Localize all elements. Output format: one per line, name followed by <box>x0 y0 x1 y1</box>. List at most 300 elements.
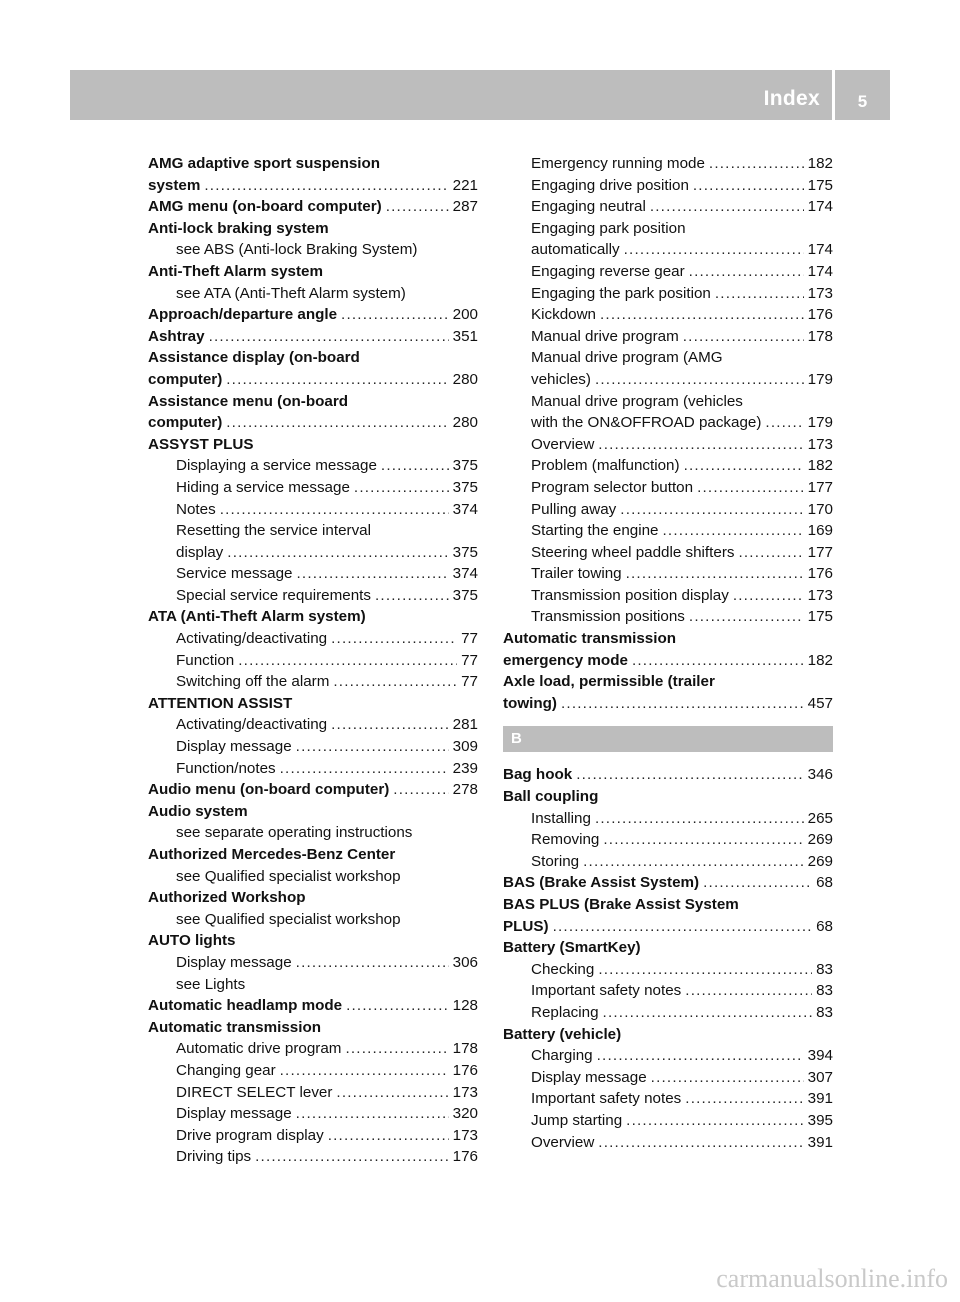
entry-text: Problem (malfunction) <box>531 457 680 475</box>
page-reference: 200 <box>452 306 478 324</box>
entry-text: Automatic transmission <box>503 630 677 648</box>
entry-text: BAS PLUS (Brake Assist System <box>503 896 739 913</box>
index-subentry <box>148 822 478 844</box>
index-entry <box>503 671 833 693</box>
entry-text: Emergency running mode <box>531 155 705 172</box>
dot-leader <box>597 1045 804 1067</box>
page-reference: 177 <box>807 543 833 561</box>
dot-leader <box>255 1146 449 1168</box>
entry-text: Audio menu (on-board computer) <box>148 781 390 799</box>
index-subentry <box>503 851 833 873</box>
dot-leader <box>603 829 803 851</box>
index-subentry <box>148 283 478 305</box>
index-entry <box>148 175 478 197</box>
page-reference: 174 <box>807 262 833 280</box>
page-reference: 173 <box>807 435 833 453</box>
entry-text: Authorized Mercedes-Benz Center <box>148 846 396 863</box>
page-reference: 77 <box>461 673 478 691</box>
entry-text: AMG adaptive sport suspension <box>148 155 381 172</box>
dot-leader <box>624 239 804 261</box>
index-entry <box>148 779 478 801</box>
index-subentry <box>503 326 833 348</box>
dot-leader <box>220 499 449 521</box>
page-reference: 174 <box>807 198 833 216</box>
entry-text: system <box>148 176 201 194</box>
page-reference: 280 <box>452 370 478 388</box>
dot-leader <box>626 1110 803 1132</box>
page-reference: 175 <box>807 608 833 626</box>
page-reference: 281 <box>452 716 478 734</box>
page-reference: 174 <box>807 241 833 259</box>
entry-text: Steering wheel paddle shifters <box>531 543 735 561</box>
dot-leader <box>226 412 448 434</box>
dot-leader <box>331 628 457 650</box>
page-reference: 320 <box>452 1105 478 1123</box>
index-entry <box>148 304 478 326</box>
dot-leader <box>715 283 804 305</box>
entry-text: Authorized Workshop <box>148 889 306 907</box>
index-entry <box>148 930 478 952</box>
index-subentry <box>503 1045 833 1067</box>
index-subentry <box>148 628 478 650</box>
index-subentry <box>148 542 478 564</box>
dot-leader <box>689 261 804 283</box>
entry-text: Engaging reverse gear <box>531 262 685 280</box>
entry-text: Automatic transmission <box>148 1018 322 1036</box>
entry-text: Anti-lock braking system <box>148 219 329 237</box>
dot-leader <box>598 959 812 981</box>
index-subentry <box>148 499 478 521</box>
entry-text: DIRECT SELECT lever <box>176 1083 333 1101</box>
dot-leader <box>600 304 804 326</box>
entry-text: Starting the engine <box>531 522 659 540</box>
entry-text: Important safety notes <box>531 982 682 1000</box>
page-reference: 182 <box>807 155 833 172</box>
dot-leader <box>765 412 803 434</box>
dot-leader <box>296 736 449 758</box>
index-entry <box>148 434 478 456</box>
index-subentry <box>503 1110 833 1132</box>
entry-text: Removing <box>531 831 600 849</box>
index-entry <box>503 628 833 650</box>
entry-text: Hiding a service message <box>176 478 350 496</box>
page-reference: 179 <box>807 370 833 388</box>
index-column-right <box>503 153 833 1153</box>
index-subentry <box>148 563 478 585</box>
index-subentry <box>503 412 833 434</box>
index-entry <box>503 1024 833 1046</box>
page-reference: 83 <box>816 1003 833 1021</box>
entry-text: Display message <box>176 1105 292 1123</box>
entry-text: emergency mode <box>503 651 628 669</box>
entry-text: Overview <box>531 435 595 453</box>
page-reference: 77 <box>461 630 478 648</box>
index-entry <box>148 326 478 348</box>
entry-text: Replacing <box>531 1003 599 1021</box>
page-reference: 173 <box>452 1083 478 1101</box>
entry-text: ATA (Anti-Theft Alarm system) <box>148 608 366 626</box>
dot-leader <box>328 1125 449 1147</box>
index-subentry <box>503 239 833 261</box>
dot-leader <box>296 1103 449 1125</box>
index-subentry <box>503 261 833 283</box>
dot-leader <box>280 758 449 780</box>
index-subentry <box>148 585 478 607</box>
index-entry <box>148 693 478 715</box>
index-subentry <box>503 434 833 456</box>
page-reference: 375 <box>452 457 478 475</box>
page-reference: 306 <box>452 953 478 971</box>
index-title: Index <box>763 87 820 110</box>
index-subentry <box>148 909 478 931</box>
dot-leader <box>693 175 804 197</box>
dot-leader <box>561 693 804 715</box>
entry-text: computer) <box>148 414 223 432</box>
index-subentry <box>148 758 478 780</box>
index-entry <box>503 650 833 672</box>
page-reference: 170 <box>807 500 833 518</box>
index-subentry <box>503 304 833 326</box>
page-reference: 83 <box>816 960 833 978</box>
entry-text: PLUS) <box>503 917 549 935</box>
entry-text: Function/notes <box>176 759 276 777</box>
index-entry <box>148 801 478 823</box>
index-entry <box>148 606 478 628</box>
entry-text: with the ON&OFFROAD package) <box>531 414 762 432</box>
entry-text: Audio system <box>148 802 248 820</box>
page-reference: 395 <box>807 1111 833 1129</box>
page-reference: 287 <box>452 198 478 216</box>
index-subentry <box>503 1002 833 1024</box>
page-reference: 280 <box>452 414 478 432</box>
page-reference: 176 <box>452 1061 478 1079</box>
dot-leader <box>685 1088 803 1110</box>
dot-leader <box>583 851 804 873</box>
entry-text: Displaying a service message <box>176 457 377 475</box>
dot-leader <box>576 764 803 786</box>
index-entry <box>148 196 478 218</box>
entry-text: see ATA (Anti-Theft Alarm system) <box>176 284 406 302</box>
entry-text: Ball coupling <box>503 788 599 806</box>
page-reference: 176 <box>807 306 833 324</box>
entry-text: Battery (SmartKey) <box>503 939 641 957</box>
dot-leader <box>336 1082 448 1104</box>
dot-leader <box>626 563 804 585</box>
entry-text: Engaging the park position <box>531 284 711 302</box>
page-reference: 169 <box>807 522 833 540</box>
page-reference: 346 <box>807 766 833 784</box>
entry-text: Resetting the service interval <box>176 522 371 540</box>
entry-text: Activating/deactivating <box>176 630 328 648</box>
entry-text: see separate operating instructions <box>176 824 413 842</box>
index-entry <box>503 764 833 786</box>
index-subentry <box>148 477 478 499</box>
entry-text: vehicles) <box>531 370 591 388</box>
entry-text: automatically <box>531 241 620 259</box>
page-reference: 177 <box>807 478 833 496</box>
index-entry <box>148 995 478 1017</box>
entry-text: Drive program display <box>176 1126 324 1144</box>
index-subentry <box>503 499 833 521</box>
page-reference: 182 <box>807 651 833 669</box>
index-entry <box>503 937 833 959</box>
page-reference: 351 <box>452 327 478 345</box>
page-reference: 309 <box>452 738 478 756</box>
page-reference: 374 <box>452 500 478 518</box>
index-subentry <box>148 1125 478 1147</box>
page-reference: 374 <box>452 565 478 583</box>
page-reference: 176 <box>452 1148 478 1166</box>
index-entry <box>148 844 478 866</box>
page-reference: 173 <box>807 284 833 302</box>
index-entry <box>503 916 833 938</box>
page-reference: 391 <box>807 1133 833 1151</box>
page-reference: 239 <box>452 759 478 777</box>
index-entry <box>148 391 478 413</box>
index-subentry <box>148 866 478 888</box>
index-entry <box>148 153 478 175</box>
entry-text: Activating/deactivating <box>176 716 328 734</box>
index-subentry <box>503 808 833 830</box>
dot-leader <box>684 455 804 477</box>
page-reference: 175 <box>807 176 833 194</box>
page-reference: 265 <box>807 809 833 827</box>
entry-text: computer) <box>148 370 223 388</box>
entry-text: Program selector button <box>531 478 694 496</box>
index-subentry <box>503 520 833 542</box>
entry-text: see Lights <box>176 975 246 993</box>
dot-leader <box>386 196 449 218</box>
page-reference: 278 <box>452 781 478 799</box>
entry-text: Manual drive program (AMG <box>531 349 723 367</box>
dot-leader <box>598 434 803 456</box>
dot-leader <box>683 326 804 348</box>
page-reference: 375 <box>452 586 478 604</box>
entry-text: Axle load, permissible (trailer <box>503 673 715 691</box>
index-subentry <box>503 1067 833 1089</box>
page-reference: 68 <box>816 874 833 892</box>
page-reference: 77 <box>461 651 478 669</box>
dot-leader <box>663 520 804 542</box>
entry-text: Charging <box>531 1047 593 1065</box>
page-reference: 221 <box>452 176 478 194</box>
dot-leader <box>346 995 449 1017</box>
page-reference: 307 <box>807 1068 833 1086</box>
index-entry <box>148 887 478 909</box>
index-subentry <box>148 455 478 477</box>
entry-text: Pulling away <box>531 500 617 518</box>
entry-text: Installing <box>531 809 591 827</box>
page-reference: 173 <box>452 1126 478 1144</box>
dot-leader <box>650 196 804 218</box>
dot-leader <box>296 952 449 974</box>
dot-leader <box>345 1038 448 1060</box>
page-reference: 179 <box>807 414 833 432</box>
dot-leader <box>331 714 449 736</box>
dot-leader <box>375 585 449 607</box>
dot-leader <box>689 606 804 628</box>
page-reference: 128 <box>452 997 478 1015</box>
index-subentry <box>503 283 833 305</box>
entry-text: Changing gear <box>176 1061 276 1079</box>
entry-text: Notes <box>176 500 216 518</box>
entry-text: Display message <box>176 953 292 971</box>
page-reference: 269 <box>807 831 833 849</box>
entry-text: ATTENTION ASSIST <box>148 694 293 712</box>
entry-text: Display message <box>176 738 292 756</box>
dot-leader <box>709 153 804 175</box>
entry-text: Bag hook <box>503 766 573 784</box>
page-reference: 182 <box>807 457 833 475</box>
entry-text: Engaging park position <box>531 219 686 237</box>
index-subentry <box>148 239 478 261</box>
entry-text: Engaging drive position <box>531 176 689 194</box>
dot-leader <box>733 585 804 607</box>
entry-text: Checking <box>531 960 595 978</box>
index-subentry <box>503 347 833 369</box>
index-subentry <box>148 671 478 693</box>
section-letter-header: B <box>503 726 833 752</box>
index-entry <box>503 786 833 808</box>
index-entry <box>148 218 478 240</box>
index-subentry <box>503 218 833 240</box>
entry-text: Assistance menu (on-board <box>148 392 349 410</box>
dot-leader <box>738 542 803 564</box>
index-column-left <box>148 153 478 1168</box>
index-subentry <box>148 1082 478 1104</box>
entry-text: Function <box>176 651 235 669</box>
index-subentry <box>503 153 833 175</box>
entry-text: Special service requirements <box>176 586 371 604</box>
dot-leader <box>297 563 449 585</box>
page-reference: 375 <box>452 478 478 496</box>
page-reference: 391 <box>807 1090 833 1108</box>
index-subentry <box>503 1088 833 1110</box>
entry-text: Important safety notes <box>531 1090 682 1108</box>
dot-leader <box>209 326 449 348</box>
entry-text: Approach/departure angle <box>148 306 338 324</box>
index-entry <box>503 894 833 916</box>
dot-leader <box>204 175 448 197</box>
dot-leader <box>595 369 804 391</box>
index-subentry <box>503 606 833 628</box>
entry-text: ASSYST PLUS <box>148 435 254 453</box>
index-subentry <box>148 736 478 758</box>
entry-text: Ashtray <box>148 327 205 345</box>
dot-leader <box>553 916 813 938</box>
dot-leader <box>632 650 804 672</box>
index-subentry <box>503 980 833 1002</box>
entry-text: Manual drive program (vehicles <box>531 392 743 410</box>
entry-text: see Qualified specialist workshop <box>176 910 401 928</box>
index-subentry <box>503 391 833 413</box>
dot-leader <box>697 477 804 499</box>
index-subentry <box>148 520 478 542</box>
entry-text: Driving tips <box>176 1148 252 1166</box>
index-subentry <box>503 477 833 499</box>
entry-text: Anti-Theft Alarm system <box>148 262 323 280</box>
dot-leader <box>354 477 449 499</box>
index-subentry <box>503 369 833 391</box>
index-subentry <box>503 829 833 851</box>
index-subentry <box>148 650 478 672</box>
dot-leader <box>341 304 449 326</box>
index-subentry <box>148 714 478 736</box>
entry-text: AMG menu (on-board computer) <box>148 198 382 216</box>
entry-text: Transmission position display <box>531 586 729 604</box>
page-reference: 394 <box>807 1047 833 1065</box>
index-subentry <box>148 952 478 974</box>
entry-text: Transmission positions <box>531 608 685 626</box>
entry-text: Automatic headlamp mode <box>148 997 343 1015</box>
dot-leader <box>595 808 804 830</box>
entry-text: Service message <box>176 565 293 583</box>
entry-text: Assistance display (on-board <box>148 349 360 367</box>
page-reference: 68 <box>816 917 833 935</box>
entry-text: Storing <box>531 852 580 870</box>
dot-leader <box>603 1002 813 1024</box>
index-subentry <box>503 542 833 564</box>
index-subentry <box>503 959 833 981</box>
header-bar <box>70 70 832 120</box>
entry-text: Engaging neutral <box>531 198 646 216</box>
index-entry <box>148 261 478 283</box>
dot-leader <box>685 980 812 1002</box>
page-number: 5 <box>835 70 890 120</box>
page-reference: 173 <box>807 586 833 604</box>
entry-text: see ABS (Anti-lock Braking System) <box>176 241 418 259</box>
watermark: carmanualsonline.info <box>716 1264 948 1293</box>
entry-text: Overview <box>531 1133 595 1151</box>
dot-leader <box>393 779 448 801</box>
dot-leader <box>238 650 457 672</box>
entry-text: Battery (vehicle) <box>503 1025 622 1043</box>
index-subentry <box>148 1038 478 1060</box>
index-subentry <box>148 1146 478 1168</box>
dot-leader <box>227 542 448 564</box>
index-subentry <box>503 1132 833 1154</box>
dot-leader <box>381 455 449 477</box>
page-reference: 457 <box>807 694 833 712</box>
entry-text: Automatic drive program <box>176 1040 342 1058</box>
dot-leader <box>226 369 448 391</box>
entry-text: display <box>176 543 224 561</box>
page-reference: 83 <box>816 982 833 1000</box>
index-entry <box>148 412 478 434</box>
dot-leader <box>620 499 803 521</box>
dot-leader <box>651 1067 804 1089</box>
dot-leader <box>598 1132 803 1154</box>
index-entry <box>148 347 478 369</box>
entry-text: BAS (Brake Assist System) <box>503 874 700 892</box>
index-subentry <box>148 1103 478 1125</box>
dot-leader <box>703 872 812 894</box>
entry-text: Trailer towing <box>531 565 622 583</box>
index-subentry <box>503 455 833 477</box>
page-reference: 375 <box>452 543 478 561</box>
index-entry <box>503 872 833 894</box>
page-reference: 178 <box>452 1040 478 1058</box>
index-subentry <box>503 585 833 607</box>
entry-text: Manual drive program <box>531 327 679 345</box>
entry-text: Display message <box>531 1068 647 1086</box>
page-reference: 176 <box>807 565 833 583</box>
entry-text: Switching off the alarm <box>176 673 330 691</box>
index-subentry <box>503 563 833 585</box>
entry-text: AUTO lights <box>148 932 236 950</box>
index-entry <box>503 693 833 715</box>
entry-text: Kickdown <box>531 306 596 324</box>
